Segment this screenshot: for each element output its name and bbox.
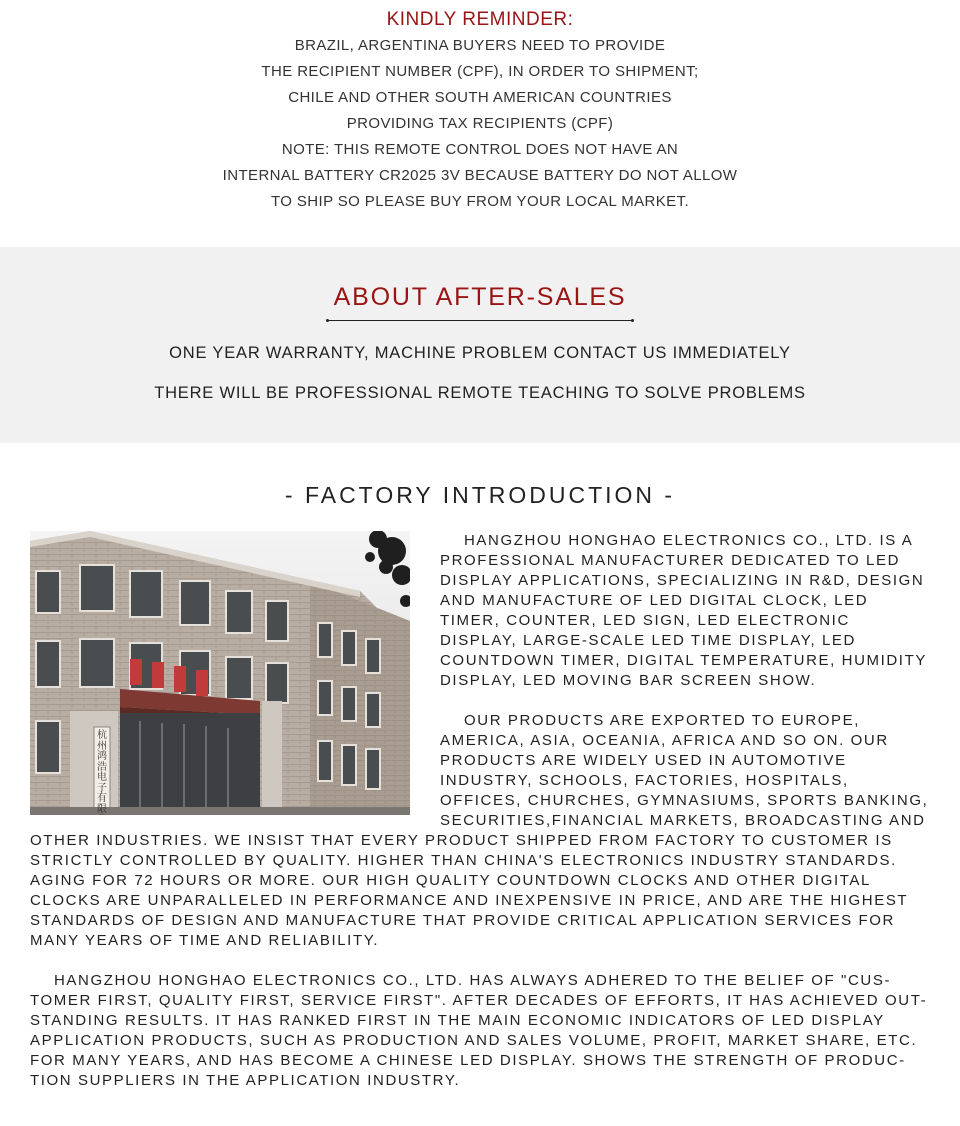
after-sales-section	[0, 247, 960, 443]
company-sign-text: 杭州鸿浩电子有限	[97, 730, 107, 815]
factory-paragraph-text: HANGZHOU HONGHAO ELECTRONICS CO., LTD. IS A PROFESSIONAL MANUFACTURER DEDICATED TO LED DISPLAY APPLICATIONS, SPECIALIZING IN R&D, DESIGN AND MANUFACTURE OF LED DIGITAL CLOCK, LED TIMER, COUNTER, LED SIGN, LED ELECTRONIC DISPLAY, LARGE-SCALE LED TIME DISPLAY, LED COUNTDOWN TIMER, DIGITAL TEMPERATURE, HUMIDITY DISPLAY, LED MOVING BAR SCREEN SHOW.	[440, 532, 927, 689]
reminder-line: TO SHIP SO PLEASE BUY FROM YOUR LOCAL MARKET.	[270, 193, 690, 210]
reminder-line: NOTE: THIS REMOTE CONTROL DOES NOT HAVE AN	[281, 141, 679, 158]
reminder-line: CHILE AND OTHER SOUTH AMERICAN COUNTRIES	[288, 89, 672, 106]
reminder-title: KINDLY REMINDER:	[386, 9, 574, 30]
factory-building-illustration	[30, 531, 410, 815]
factory-paragraph	[30, 971, 930, 1091]
factory-title: - FACTORY INTRODUCTION -	[284, 482, 676, 508]
reminder-line: THE RECIPIENT NUMBER (CPF), IN ORDER TO SHIPMENT;	[261, 63, 699, 80]
after-sales-title: ABOUT AFTER-SALES	[333, 283, 627, 311]
reminder-section	[0, 0, 960, 238]
factory-paragraph-text: HANGZHOU HONGHAO ELECTRONICS CO., LTD. HAS ALWAYS ADHERED TO THE BELIEF OF "CUS-TOMER FIRST, QUALITY FIRST, SERVICE FIRST". AFTER DECADES OF EFFORTS, IT HAS ACHIEVED OUT-STANDING RESULTS. IT HAS RANKED FIRST IN THE MAIN ECONOMIC INDICATORS OF LED DISPLAY APPLICATION PRODUCTS, SUCH AS PRODUCTION AND SALES VOLUME, PROFIT, MARKET SHARE, ETC. FOR MANY YEARS, AND HAS BECOME A CHINESE LED DISPLAY. SHOWS THE STRENGTH OF PRODUC-TION SUPPLIERS IN THE APPLICATION INDUSTRY.	[30, 972, 928, 1089]
factory-section	[0, 443, 960, 1091]
factory-paragraph-text: OUR PRODUCTS ARE EXPORTED TO EUROPE, AMERICA, ASIA, OCEANIA, AFRICA AND SO ON. OUR PRODUCTS ARE WIDELY USED IN AUTOMOTIVE INDUSTRY, SCHOOLS, FACTORIES, HOSPITALS, OFFICES, CHURCHES, GYMNASIUMS, SPORTS BANKING, SECURITIES,FINANCIAL MARKETS, BROADCASTING AND OTHER INDUSTRIES. WE INSIST THAT EVERY PRODUCT SHIPPED FROM FACTORY TO CUSTOMER IS STRICTLY CONTROLLED BY QUALITY. HIGHER THAN CHINA'S ELECTRONICS INDUSTRY STANDARDS. AGING FOR 72 HOURS OR MORE. OUR HIGH QUALITY COUNTDOWN CLOCKS AND OTHER DIGITAL CLOCKS ARE UNPARALLELED IN PERFORMANCE AND INEXPENSIVE IN PRICE, AND ARE THE HIGHEST STANDARDS OF DESIGN AND MANUFACTURE THAT PROVIDE CRITICAL APPLICATION SERVICES FOR MANY YEARS OF TIME AND RELIABILITY.	[30, 712, 929, 949]
factory-body	[30, 531, 930, 1091]
reminder-line: PROVIDING TAX RECIPIENTS (CPF)	[346, 115, 614, 132]
reminder-line: BRAZIL, ARGENTINA BUYERS NEED TO PROVIDE	[294, 37, 666, 54]
after-sales-line: ONE YEAR WARRANTY, MACHINE PROBLEM CONTACT US IMMEDIATELY	[169, 344, 791, 362]
reminder-line: INTERNAL BATTERY CR2025 3V BECAUSE BATTERY DO NOT ALLOW	[222, 167, 738, 184]
after-sales-line: THERE WILL BE PROFESSIONAL REMOTE TEACHING TO SOLVE PROBLEMS	[154, 384, 806, 402]
title-divider	[327, 320, 633, 321]
factory-building-photo	[30, 531, 410, 815]
